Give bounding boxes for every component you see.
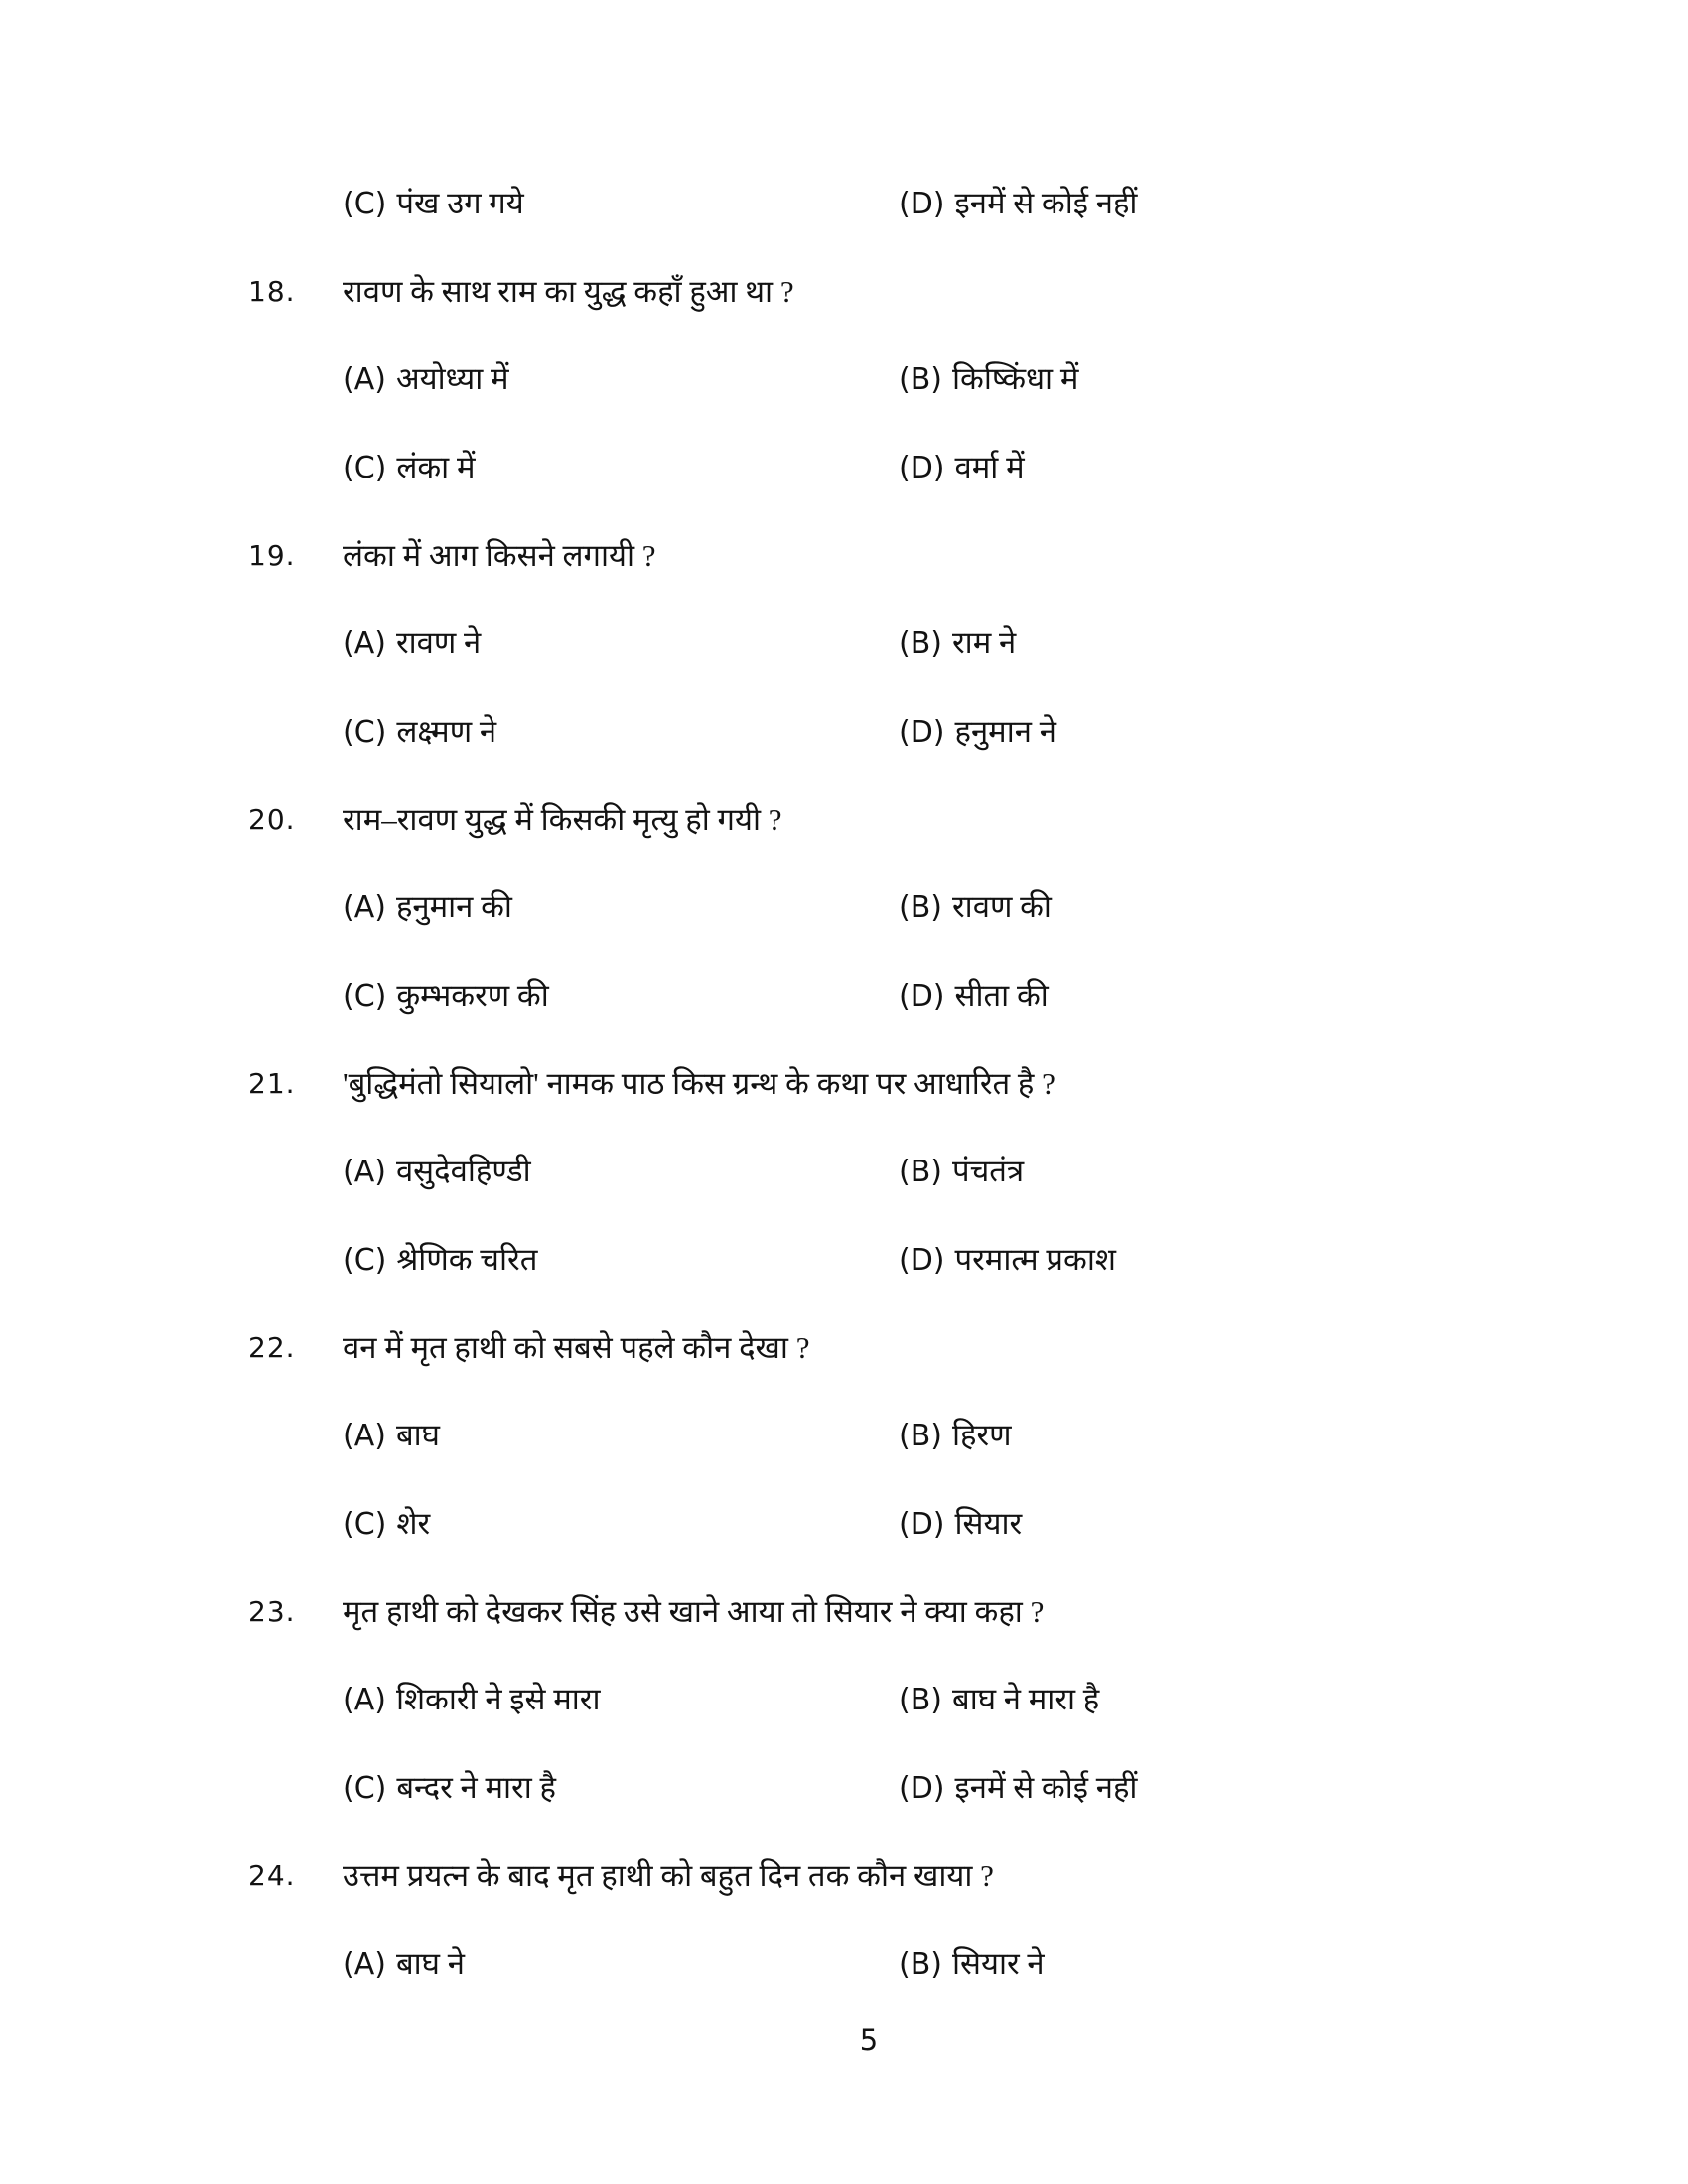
option-text: बन्दर ने मारा है bbox=[396, 1770, 556, 1805]
question-text: वन में मृत हाथी को सबसे पहले कौन देखा ? bbox=[343, 1330, 810, 1365]
option-row bbox=[343, 1678, 1569, 1722]
option-label: (D) bbox=[899, 979, 945, 1014]
option-row bbox=[343, 710, 1569, 754]
option-label: (C) bbox=[343, 451, 387, 485]
option-text: इनमें से कोई नहीं bbox=[954, 186, 1138, 220]
option-text: हनुमान की bbox=[395, 889, 512, 924]
option-row bbox=[343, 1766, 1569, 1811]
option-c bbox=[343, 1502, 899, 1547]
option-label: (D) bbox=[899, 451, 945, 485]
option-text: रावण की bbox=[952, 889, 1052, 924]
question-text: लंका में आग किसने लगायी ? bbox=[343, 538, 656, 573]
question-row bbox=[248, 534, 1569, 578]
option-c bbox=[343, 1238, 899, 1283]
option-text: शिकारी ने इसे मारा bbox=[395, 1682, 601, 1716]
question-row bbox=[248, 1062, 1569, 1106]
option-label: (D) bbox=[899, 1243, 945, 1278]
option-text: राम ने bbox=[952, 625, 1017, 660]
option-b bbox=[899, 1678, 1569, 1722]
option-d bbox=[899, 974, 1569, 1019]
option-label: (D) bbox=[899, 1507, 945, 1542]
question-number: 22. bbox=[248, 1331, 296, 1364]
option-c bbox=[343, 710, 899, 754]
option-text: वर्मा में bbox=[954, 450, 1025, 484]
option-b bbox=[899, 1414, 1569, 1458]
option-text: कुम्भकरण की bbox=[396, 978, 549, 1013]
question-row bbox=[248, 270, 1569, 314]
option-label: (D) bbox=[899, 187, 945, 221]
option-label: (C) bbox=[343, 1771, 387, 1806]
option-b bbox=[899, 1942, 1569, 1986]
option-text: बाघ bbox=[395, 1418, 440, 1452]
option-text: रावण ने bbox=[395, 625, 482, 660]
option-label: (A) bbox=[343, 626, 386, 661]
page-number: 5 bbox=[859, 2023, 879, 2057]
option-text: बाघ ने bbox=[395, 1946, 465, 1980]
option-text: बाघ ने मारा है bbox=[952, 1682, 1100, 1716]
option-b bbox=[899, 886, 1569, 930]
option-label: (B) bbox=[899, 362, 942, 397]
option-label: (B) bbox=[899, 1947, 942, 1981]
option-d bbox=[899, 1502, 1569, 1547]
option-row bbox=[343, 1414, 1569, 1458]
option-label: (A) bbox=[343, 890, 386, 925]
question-block-21 bbox=[248, 1062, 1569, 1283]
option-label: (B) bbox=[899, 890, 942, 925]
option-text: लंका में bbox=[396, 450, 476, 484]
option-a bbox=[343, 886, 899, 930]
option-label: (A) bbox=[343, 1683, 386, 1717]
option-row bbox=[343, 621, 1569, 666]
question-text: राम–रावण युद्ध में किसकी मृत्यु हो गयी ? bbox=[343, 802, 782, 837]
option-text: लक्ष्मण ने bbox=[396, 714, 497, 749]
question-block-19 bbox=[248, 534, 1569, 754]
option-d bbox=[899, 182, 1569, 226]
option-c bbox=[343, 974, 899, 1019]
question-number: 19. bbox=[248, 539, 296, 572]
option-label: (B) bbox=[899, 626, 942, 661]
option-label: (D) bbox=[899, 1771, 945, 1806]
option-label: (A) bbox=[343, 1947, 386, 1981]
option-c bbox=[343, 1766, 899, 1811]
option-text: सियार ने bbox=[952, 1946, 1045, 1980]
option-label: (B) bbox=[899, 1683, 942, 1717]
option-d bbox=[899, 710, 1569, 754]
option-text: सियार bbox=[954, 1506, 1023, 1541]
option-b bbox=[899, 1150, 1569, 1194]
option-d bbox=[899, 446, 1569, 490]
question-row bbox=[248, 1854, 1569, 1898]
option-a bbox=[343, 1678, 899, 1722]
option-label: (B) bbox=[899, 1419, 942, 1453]
option-text: वसुदेवहिण्डी bbox=[395, 1154, 531, 1188]
option-label: (C) bbox=[343, 187, 387, 221]
option-row bbox=[343, 357, 1569, 402]
option-text: हिरण bbox=[952, 1418, 1012, 1452]
option-text: परमात्म प्रकाश bbox=[954, 1242, 1116, 1277]
option-text: शेर bbox=[396, 1506, 431, 1541]
option-row bbox=[343, 1150, 1569, 1194]
question-text: मृत हाथी को देखकर सिंह उसे खाने आया तो सियार ने क्या कहा ? bbox=[343, 1594, 1045, 1629]
question-block-23 bbox=[248, 1590, 1569, 1811]
question-number: 21. bbox=[248, 1067, 296, 1100]
question-block-24 bbox=[248, 1854, 1569, 1986]
question-number: 24. bbox=[248, 1859, 296, 1892]
question-text: रावण के साथ राम का युद्ध कहाँ हुआ था ? bbox=[343, 274, 794, 309]
option-label: (C) bbox=[343, 1243, 387, 1278]
option-row bbox=[343, 974, 1569, 1019]
option-label: (B) bbox=[899, 1155, 942, 1189]
option-label: (C) bbox=[343, 979, 387, 1014]
option-a bbox=[343, 1942, 899, 1986]
question-text: उत्तम प्रयत्न के बाद मृत हाथी को बहुत दिन तक कौन खाया ? bbox=[343, 1858, 994, 1893]
option-b bbox=[899, 621, 1569, 666]
option-row bbox=[343, 1942, 1569, 1986]
option-text: किष्किंधा में bbox=[952, 361, 1079, 396]
leading-option-row bbox=[343, 182, 1569, 226]
option-label: (C) bbox=[343, 1507, 387, 1542]
option-text: श्रेणिक चरित bbox=[396, 1242, 538, 1277]
question-number: 20. bbox=[248, 803, 296, 836]
question-number: 18. bbox=[248, 275, 296, 308]
option-row bbox=[343, 446, 1569, 490]
option-row bbox=[343, 1238, 1569, 1283]
option-label: (A) bbox=[343, 1155, 386, 1189]
option-label: (A) bbox=[343, 1419, 386, 1453]
option-a bbox=[343, 621, 899, 666]
option-text: पंख उग गये bbox=[396, 186, 524, 220]
option-text: इनमें से कोई नहीं bbox=[954, 1770, 1138, 1805]
option-text: पंचतंत्र bbox=[952, 1154, 1025, 1188]
question-row bbox=[248, 1590, 1569, 1634]
option-d bbox=[899, 1766, 1569, 1811]
option-row bbox=[343, 886, 1569, 930]
question-row bbox=[248, 1326, 1569, 1370]
question-number: 23. bbox=[248, 1595, 296, 1628]
option-a bbox=[343, 1150, 899, 1194]
option-c bbox=[343, 182, 899, 226]
question-block-20 bbox=[248, 798, 1569, 1019]
option-text: अयोध्या में bbox=[395, 361, 509, 396]
option-label: (C) bbox=[343, 715, 387, 750]
question-row bbox=[248, 798, 1569, 842]
option-a bbox=[343, 357, 899, 402]
option-a bbox=[343, 1414, 899, 1458]
option-text: हनुमान ने bbox=[954, 714, 1056, 749]
question-block-18 bbox=[248, 270, 1569, 490]
option-label: (A) bbox=[343, 362, 386, 397]
question-text: 'बुद्धिमंतो सियालो' नामक पाठ किस ग्रन्थ के कथा पर आधारित है ? bbox=[343, 1066, 1055, 1101]
option-row bbox=[343, 1502, 1569, 1547]
option-label: (D) bbox=[899, 715, 945, 750]
option-c bbox=[343, 446, 899, 490]
question-block-22 bbox=[248, 1326, 1569, 1547]
option-b bbox=[899, 357, 1569, 402]
option-text: सीता की bbox=[954, 978, 1049, 1013]
option-d bbox=[899, 1238, 1569, 1283]
